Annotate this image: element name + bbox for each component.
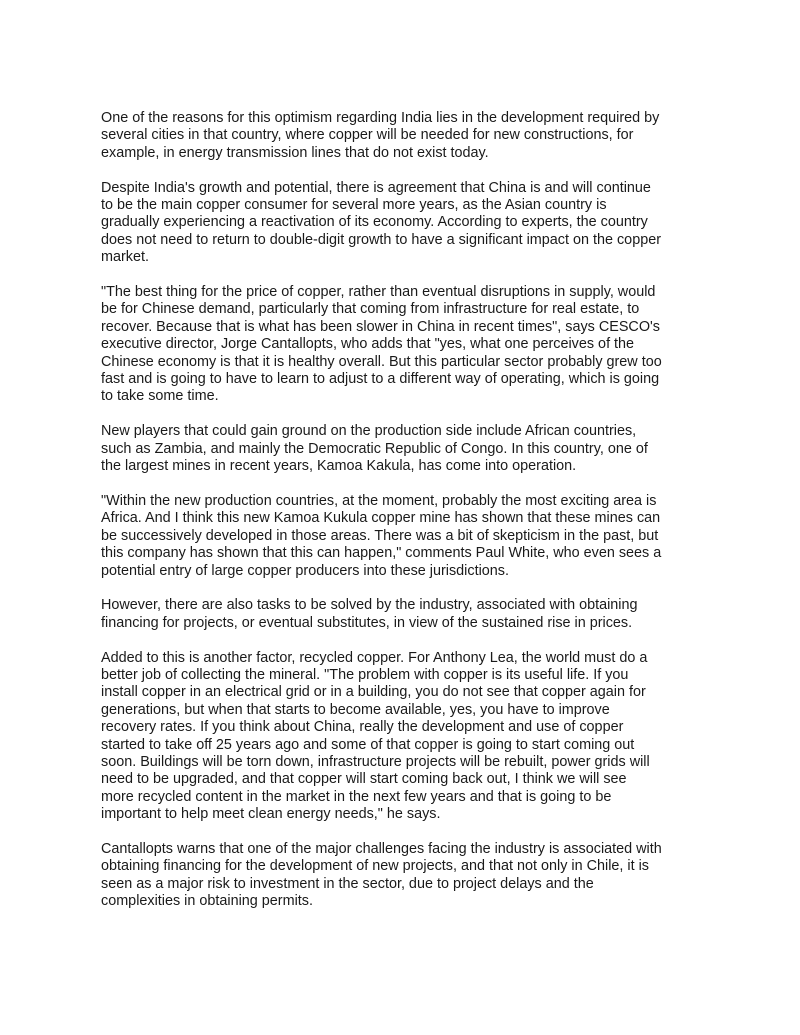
paragraph-industry-tasks: However, there are also tasks to be solved by the industry, associated with obtaining financing for projects, or eventual substitutes, in view of the sustained rise in prices.: [101, 597, 638, 631]
paragraph-china-demand: Despite India's growth and potential, there is agreement that China is and will continue to be the main copper consumer for several more years, as the Asian country is gradually experiencing a reactivation of its economy. According to experts, the country does not need to return to double-digit growth to have a significant impact on the copper market.: [101, 179, 661, 266]
paragraph-india-optimism: One of the reasons for this optimism regarding India lies in the development required by several cities in that country, where copper will be needed for new constructions, for example, in energy transmission lines that do not exist today.: [101, 110, 660, 161]
paragraph-recycled-copper: Added to this is another factor, recycled copper. For Anthony Lea, the world must do a better job of collecting the mineral. "The problem with copper is its useful life. If you install copper in an electrical grid or in a building, you do not see that copper again for generations, but when that starts to become available, yes, you have to improve recovery rates. If you think about China, really the development and use of copper started to take off 25 years ago and some of that copper is going to start coming out soon. Buildings will be torn down, infrastructure projects will be rebuilt, power grids will need to be upgraded, and that copper will start coming back out, I think we will see more recycled content in the market in the next few years and that is going to be important to help meet clean energy needs," he says.: [101, 649, 650, 823]
paragraph-african-producers: New players that could gain ground on the production side include African countries, such as Zambia, and mainly the Democratic Republic of Congo. In this country, one of the largest mines in recent years, Kamoa Kakula, has come into operation.: [101, 423, 648, 475]
paragraph-cantallopts-quote: "The best thing for the price of copper, rather than eventual disruptions in supply, would be for Chinese demand, particularly that coming from infrastructure for real estate, to recover. Because that is what has been slower in China in recent times", says CESCO's executive director, Jorge Cantallopts, who adds that "yes, what one perceives of the Chinese economy is that it is healthy overall. But this particular sector probably grew too fast and is going to have to learn to adjust to a different way of operating, which is going to take some time.: [101, 284, 662, 405]
paragraph-financing-challenges: Cantallopts warns that one of the major challenges facing the industry is associated with obtaining financing for the development of new projects, and that not only in Chile, it is seen as a major risk to investment in the sector, due to project delays and the complexities in obtaining permits.: [101, 840, 662, 910]
article-body: [101, 110, 706, 928]
paragraph-paul-white-quote: "Within the new production countries, at the moment, probably the most exciting area is Africa. And I think this new Kamoa Kukula copper mine has shown that these mines can be successively developed in those areas. There was a bit of skepticism in the past, but this company has shown that this can happen," comments Paul White, who even sees a potential entry of large copper producers into these jurisdictions.: [101, 492, 662, 579]
